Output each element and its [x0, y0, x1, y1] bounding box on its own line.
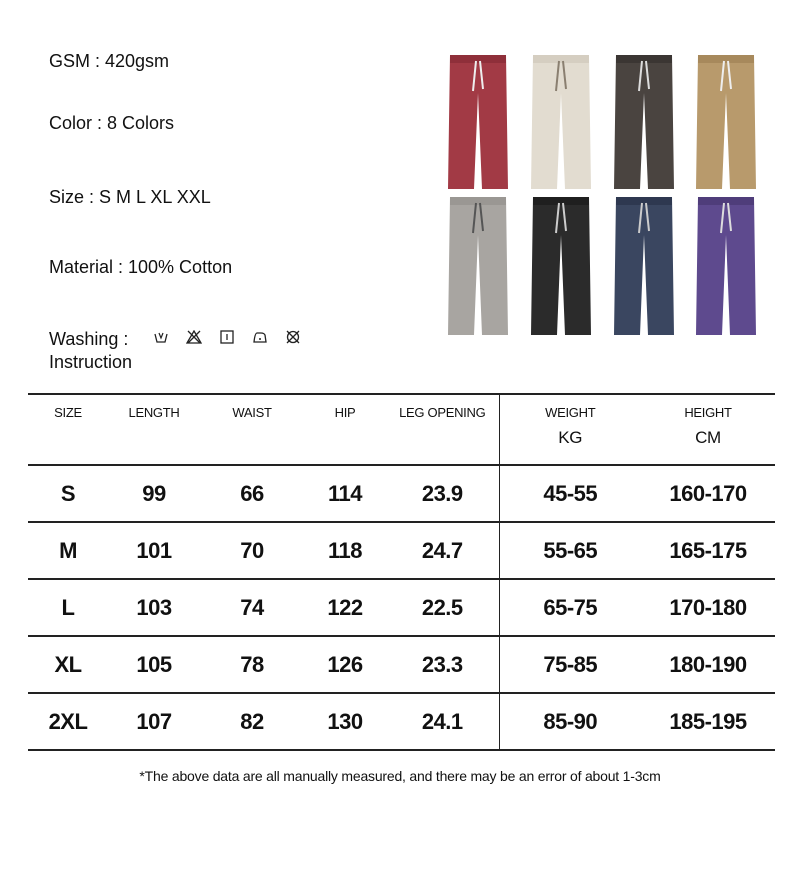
no-bleach-icon: [185, 328, 202, 345]
cell-leg-opening: 22.5: [386, 579, 499, 636]
pants-navy-swatch: [612, 195, 676, 336]
cell-height: 160-170: [641, 465, 775, 522]
cell-hip: 118: [304, 522, 386, 579]
washing-label: Washing :: [49, 329, 129, 349]
header-leg-opening: LEG OPENING: [386, 395, 499, 465]
size-spec: Size : S M L XL XXL: [49, 187, 211, 207]
gsm-spec: GSM : 420gsm: [49, 51, 170, 71]
tumble-dry-icon: [218, 328, 235, 345]
material-spec: Material : 100% Cotton: [49, 257, 233, 277]
no-dry-clean-icon: [284, 328, 301, 345]
table-row: [28, 579, 775, 636]
washing-icons: [152, 328, 301, 345]
pants-charcoal-swatch: [612, 49, 676, 190]
pants-purple-swatch: [694, 195, 758, 336]
weight-unit: KG: [558, 428, 583, 447]
cell-length: 103: [108, 579, 200, 636]
cell-weight: 55-65: [499, 522, 641, 579]
cell-length: 107: [108, 693, 200, 750]
pants-black-swatch: [529, 195, 593, 336]
color-spec: Color : 8 Colors: [49, 113, 175, 133]
cell-hip: 126: [304, 636, 386, 693]
cell-weight: 45-55: [499, 465, 641, 522]
cell-weight: 65-75: [499, 579, 641, 636]
cell-length: 101: [108, 522, 200, 579]
cell-waist: 82: [200, 693, 304, 750]
table-header-row: [28, 395, 775, 465]
cell-waist: 70: [200, 522, 304, 579]
cell-leg-opening: 24.1: [386, 693, 499, 750]
cell-waist: 78: [200, 636, 304, 693]
measurement-note: *The above data are all manually measured, and there may be an error of about 1-3cm: [139, 768, 661, 784]
cell-height: 180-190: [641, 636, 775, 693]
cell-size: L: [28, 579, 108, 636]
washing-instruction: [49, 328, 132, 374]
cell-waist: 66: [200, 465, 304, 522]
pants-gray-swatch: [446, 195, 510, 336]
cell-size: M: [28, 522, 108, 579]
cell-leg-opening: 24.7: [386, 522, 499, 579]
cell-leg-opening: 23.3: [386, 636, 499, 693]
pants-cream-swatch: [529, 49, 593, 190]
cell-size: XL: [28, 636, 108, 693]
cell-size: 2XL: [28, 693, 108, 750]
table-row: [28, 522, 775, 579]
color-swatches: [446, 49, 758, 336]
pants-khaki-swatch: [694, 49, 758, 190]
header-size: SIZE: [28, 395, 108, 465]
cell-hip: 130: [304, 693, 386, 750]
cell-length: 99: [108, 465, 200, 522]
cell-hip: 122: [304, 579, 386, 636]
cell-waist: 74: [200, 579, 304, 636]
header-waist: WAIST: [200, 395, 304, 465]
cell-hip: 114: [304, 465, 386, 522]
header-length: LENGTH: [108, 395, 200, 465]
cell-weight: 75-85: [499, 636, 641, 693]
cell-weight: 85-90: [499, 693, 641, 750]
instruction-label: Instruction: [49, 352, 133, 372]
iron-low-icon: [251, 328, 268, 345]
size-chart-table: [28, 395, 775, 751]
cell-height: 165-175: [641, 522, 775, 579]
hand-wash-icon: [152, 328, 169, 345]
height-unit: CM: [695, 428, 721, 447]
pants-red-swatch: [446, 49, 510, 190]
header-weight: WEIGHT KG: [499, 395, 641, 465]
table-row: [28, 693, 775, 750]
cell-height: 185-195: [641, 693, 775, 750]
table-row: [28, 636, 775, 693]
cell-size: S: [28, 465, 108, 522]
table-row: [28, 465, 775, 522]
cell-length: 105: [108, 636, 200, 693]
header-height: HEIGHT CM: [641, 395, 775, 465]
cell-leg-opening: 23.9: [386, 465, 499, 522]
header-hip: HIP: [304, 395, 386, 465]
cell-height: 170-180: [641, 579, 775, 636]
